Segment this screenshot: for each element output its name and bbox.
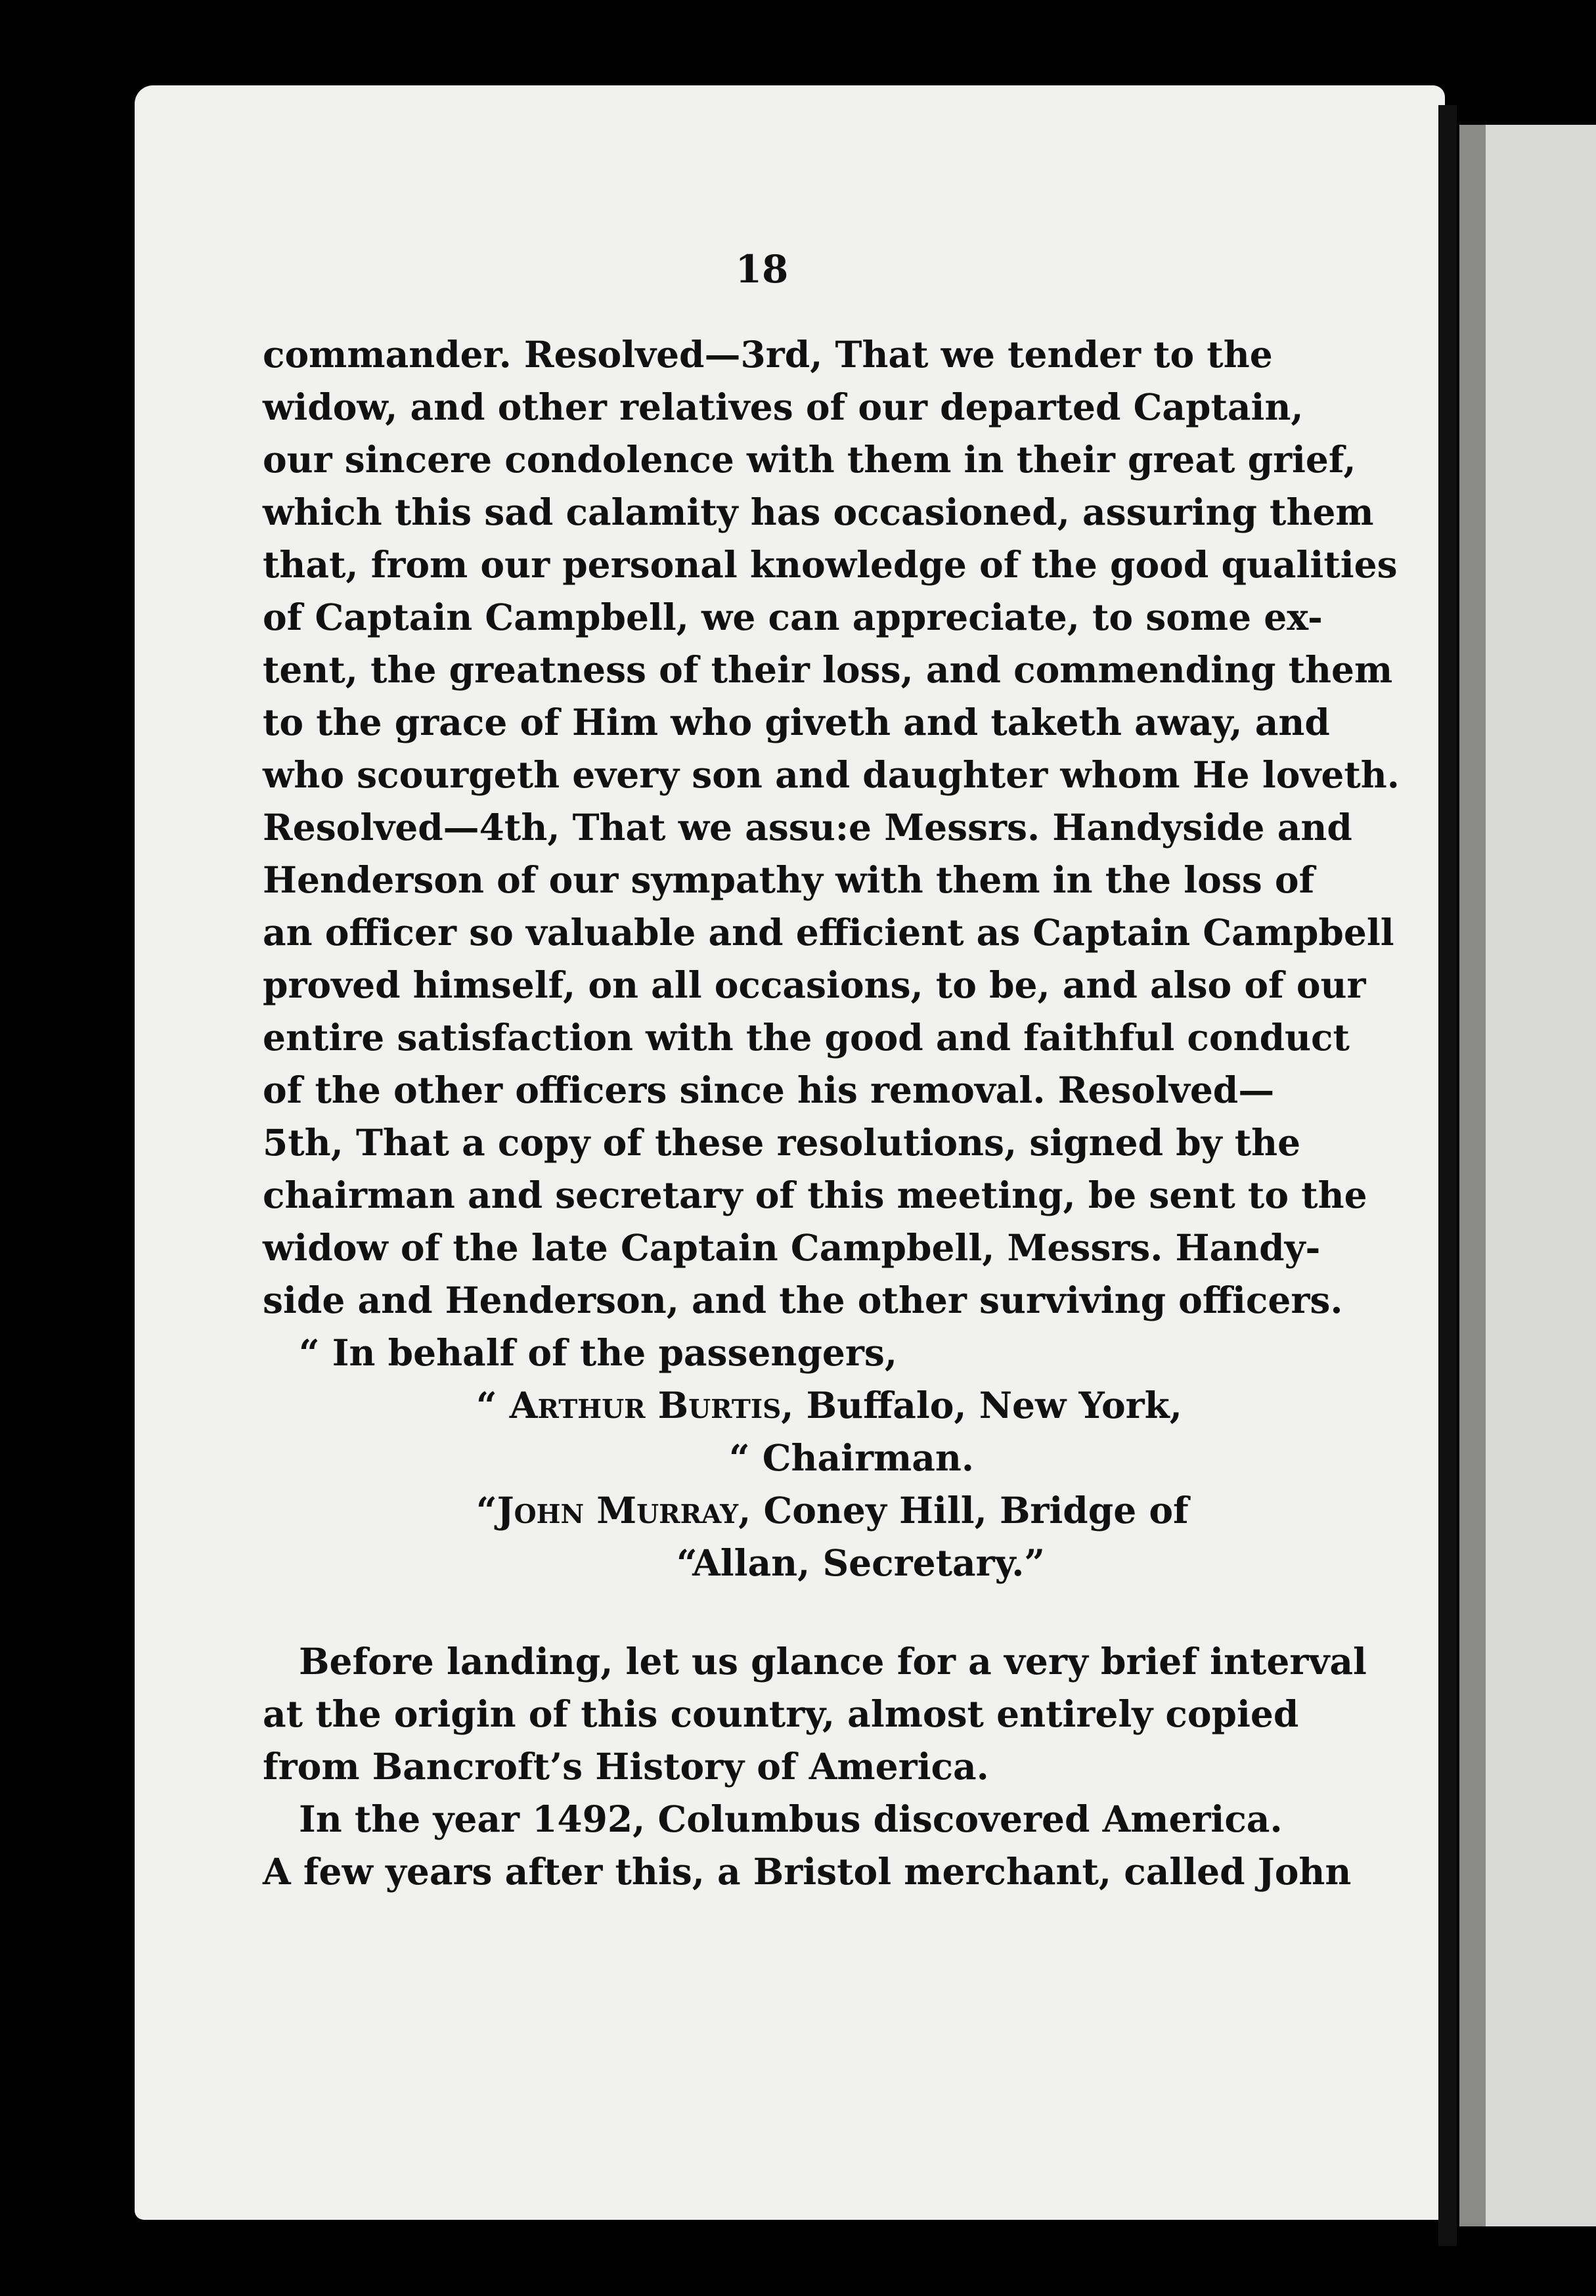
text-line: from Bancroft’s History of America. — [263, 1745, 989, 1788]
chairman-line — [263, 1379, 1261, 1432]
text-line: 5th, That a copy of these resolutions, signed by the — [263, 1121, 1301, 1164]
text-line: widow of the late Captain Campbell, Messrs. Handy- — [263, 1226, 1321, 1269]
page-text — [263, 243, 1400, 1898]
text-line: proved himself, on all occasions, to be, and also of our — [263, 963, 1366, 1006]
text-line: which this sad calamity has occasioned, assuring them — [263, 491, 1374, 533]
page-number: 18 — [735, 247, 789, 292]
text-line: commander. Resolved—3rd, That we tender to the — [263, 333, 1273, 376]
text-line: widow, and other relatives of our departed Captain, — [263, 386, 1304, 428]
text-line: Henderson of our sympathy with them in the loss of — [263, 858, 1315, 901]
chairman-title: “ Chairman. — [729, 1436, 975, 1479]
text-line: of the other officers since his removal. Resolved— — [263, 1069, 1275, 1111]
text-line: to the grace of Him who giveth and taketh away, and — [263, 701, 1330, 743]
chairman-place: , Buffalo, New York, — [781, 1384, 1182, 1426]
text-line: A few years after this, a Bristol merchant, called John — [263, 1850, 1352, 1893]
text-line: chairman and secretary of this meeting, be sent to the — [263, 1174, 1367, 1216]
chairman-name: Arthur Burtis — [509, 1384, 782, 1426]
chairman-prefix: “ — [476, 1384, 510, 1426]
text-line: who scourgeth every son and daughter whom He loveth. — [263, 753, 1400, 796]
columbus-paragraph — [263, 1793, 1352, 1898]
secretary-title: “Allan, Secretary.” — [676, 1541, 1046, 1584]
resolution-paragraph — [263, 328, 1400, 1327]
secretary-line — [263, 1484, 1261, 1537]
paragraph-gap — [263, 1589, 1261, 1635]
text-line: Resolved—4th, That we assu:e Messrs. Handyside and — [263, 806, 1352, 849]
adjacent-page-shadow — [1459, 125, 1486, 2226]
behalf-line: “ In behalf of the passengers, — [299, 1331, 897, 1374]
text-line: that, from our personal knowledge of the good qualities — [263, 543, 1398, 586]
history-paragraph — [263, 1635, 1367, 1793]
text-line: our sincere condolence with them in their great grief, — [263, 438, 1356, 481]
secretary-place: , Coney Hill, Bridge of — [738, 1489, 1189, 1532]
text-line: Before landing, let us glance for a very brief interval — [299, 1640, 1367, 1683]
book-spine — [1438, 105, 1457, 2246]
text-line: tent, the greatness of their loss, and commending them — [263, 648, 1393, 691]
text-line: In the year 1492, Columbus discovered America. — [299, 1798, 1283, 1840]
text-line: at the origin of this country, almost entirely copied — [263, 1692, 1299, 1735]
secretary-prefix: “ — [476, 1489, 497, 1532]
text-line: side and Henderson, and the other surviving officers. — [263, 1279, 1343, 1321]
text-line: entire satisfaction with the good and faithful conduct — [263, 1016, 1350, 1059]
secretary-name: John Murray — [497, 1489, 739, 1532]
text-line: an officer so valuable and efficient as Captain Campbell — [263, 911, 1394, 954]
text-line: of Captain Campbell, we can appreciate, to some ex- — [263, 596, 1323, 638]
signature-block — [263, 1379, 1261, 1589]
